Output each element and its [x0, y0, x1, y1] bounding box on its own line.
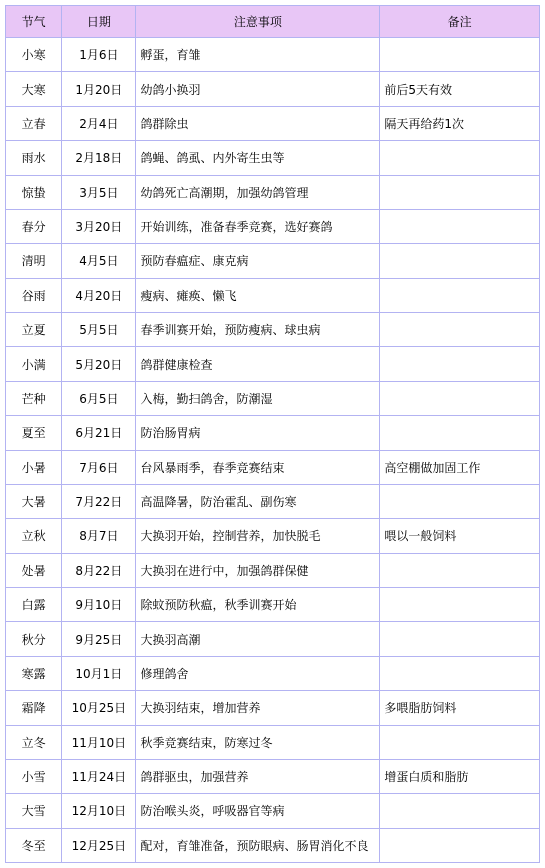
- cell-solar-term: 小雪: [6, 760, 61, 793]
- table-row: [6, 794, 539, 827]
- cell-notes: 鸽群健康检查: [136, 347, 379, 380]
- table-row: [6, 691, 539, 724]
- table-row: [6, 279, 539, 312]
- cell-date: 11月24日: [62, 760, 135, 793]
- cell-solar-term: 大暑: [6, 485, 61, 518]
- cell-remarks: [380, 210, 539, 243]
- cell-date: 3月20日: [62, 210, 135, 243]
- cell-remarks: [380, 554, 539, 587]
- cell-notes: 除蚊预防秋瘟，秋季训赛开始: [136, 588, 379, 621]
- table-row: [6, 107, 539, 140]
- cell-notes: 入梅，勤扫鸽舍，防潮湿: [136, 382, 379, 415]
- cell-solar-term: 大雪: [6, 794, 61, 827]
- cell-solar-term: 处暑: [6, 554, 61, 587]
- header-remarks: 备注: [380, 6, 539, 37]
- cell-solar-term: 小满: [6, 347, 61, 380]
- cell-remarks: [380, 622, 539, 655]
- cell-solar-term: 惊蛰: [6, 176, 61, 209]
- cell-date: 5月5日: [62, 313, 135, 346]
- cell-date: 10月25日: [62, 691, 135, 724]
- cell-notes: 秋季竞赛结束，防寒过冬: [136, 726, 379, 759]
- table-row: [6, 829, 539, 862]
- table-row: [6, 347, 539, 380]
- cell-notes: 瘦病、瘫痪、懒飞: [136, 279, 379, 312]
- cell-notes: 大换羽开始，控制营养，加快脱毛: [136, 519, 379, 552]
- calendar-table-container: [5, 5, 540, 863]
- cell-solar-term: 立冬: [6, 726, 61, 759]
- cell-remarks: [380, 141, 539, 174]
- cell-solar-term: 夏至: [6, 416, 61, 449]
- cell-remarks: [380, 588, 539, 621]
- cell-notes: 修理鸽舍: [136, 657, 379, 690]
- table-header-row: [6, 6, 539, 37]
- table-row: [6, 141, 539, 174]
- cell-solar-term: 立春: [6, 107, 61, 140]
- cell-date: 1月20日: [62, 72, 135, 105]
- cell-notes: 幼鸽死亡高潮期，加强幼鸽管理: [136, 176, 379, 209]
- cell-remarks: [380, 416, 539, 449]
- table-row: [6, 416, 539, 449]
- cell-remarks: 前后5天有效: [380, 72, 539, 105]
- cell-remarks: [380, 244, 539, 277]
- cell-notes: 防治喉头炎，呼吸器官等病: [136, 794, 379, 827]
- header-date: 日期: [62, 6, 135, 37]
- cell-remarks: [380, 829, 539, 862]
- cell-remarks: 增蛋白质和脂肪: [380, 760, 539, 793]
- cell-remarks: [380, 382, 539, 415]
- cell-notes: 大换羽在进行中，加强鸽群保健: [136, 554, 379, 587]
- cell-solar-term: 冬至: [6, 829, 61, 862]
- table-row: [6, 554, 539, 587]
- cell-date: 4月5日: [62, 244, 135, 277]
- cell-notes: 春季训赛开始，预防瘦病、球虫病: [136, 313, 379, 346]
- cell-remarks: [380, 657, 539, 690]
- table-row: [6, 622, 539, 655]
- cell-remarks: 多喂脂肪饲料: [380, 691, 539, 724]
- cell-solar-term: 芒种: [6, 382, 61, 415]
- cell-notes: 高温降暑，防治霍乱、副伤寒: [136, 485, 379, 518]
- table-row: [6, 176, 539, 209]
- header-solar-term: 节气: [6, 6, 61, 37]
- cell-date: 3月5日: [62, 176, 135, 209]
- cell-date: 6月21日: [62, 416, 135, 449]
- table-row: [6, 588, 539, 621]
- cell-solar-term: 小寒: [6, 38, 61, 71]
- cell-solar-term: 春分: [6, 210, 61, 243]
- cell-solar-term: 立秋: [6, 519, 61, 552]
- cell-solar-term: 寒露: [6, 657, 61, 690]
- table-row: [6, 485, 539, 518]
- cell-remarks: 隔天再给药1次: [380, 107, 539, 140]
- table-row: [6, 210, 539, 243]
- table-row: [6, 382, 539, 415]
- cell-solar-term: 雨水: [6, 141, 61, 174]
- cell-date: 8月7日: [62, 519, 135, 552]
- cell-notes: 配对，育雏准备，预防眼病、肠胃消化不良: [136, 829, 379, 862]
- cell-solar-term: 白露: [6, 588, 61, 621]
- cell-date: 12月10日: [62, 794, 135, 827]
- cell-solar-term: 秋分: [6, 622, 61, 655]
- table-row: [6, 313, 539, 346]
- table-row: [6, 760, 539, 793]
- cell-remarks: [380, 347, 539, 380]
- cell-solar-term: 清明: [6, 244, 61, 277]
- cell-remarks: 喂以一般饲料: [380, 519, 539, 552]
- cell-notes: 鸽群驱虫，加强营养: [136, 760, 379, 793]
- cell-notes: 鸽群除虫: [136, 107, 379, 140]
- cell-date: 7月22日: [62, 485, 135, 518]
- cell-date: 4月20日: [62, 279, 135, 312]
- cell-date: 2月18日: [62, 141, 135, 174]
- cell-date: 1月6日: [62, 38, 135, 71]
- cell-date: 12月25日: [62, 829, 135, 862]
- cell-solar-term: 立夏: [6, 313, 61, 346]
- cell-solar-term: 霜降: [6, 691, 61, 724]
- cell-date: 5月20日: [62, 347, 135, 380]
- cell-remarks: [380, 313, 539, 346]
- cell-remarks: [380, 726, 539, 759]
- cell-notes: 幼鸽小换羽: [136, 72, 379, 105]
- table-row: [6, 72, 539, 105]
- cell-notes: 孵蛋，育雏: [136, 38, 379, 71]
- cell-date: 2月4日: [62, 107, 135, 140]
- table-row: [6, 38, 539, 71]
- cell-remarks: 高空棚做加固工作: [380, 451, 539, 484]
- cell-date: 9月25日: [62, 622, 135, 655]
- table-row: [6, 519, 539, 552]
- cell-notes: 台风暴雨季，春季竞赛结束: [136, 451, 379, 484]
- header-notes: 注意事项: [136, 6, 379, 37]
- table-row: [6, 244, 539, 277]
- table-row: [6, 451, 539, 484]
- cell-date: 9月10日: [62, 588, 135, 621]
- table-row: [6, 657, 539, 690]
- cell-notes: 大换羽结束，增加营养: [136, 691, 379, 724]
- cell-date: 6月5日: [62, 382, 135, 415]
- cell-notes: 预防春瘟症、康克病: [136, 244, 379, 277]
- cell-remarks: [380, 38, 539, 71]
- cell-notes: 鸽蝇、鸽虱、内外寄生虫等: [136, 141, 379, 174]
- solar-term-calendar-table: [5, 5, 540, 863]
- cell-remarks: [380, 176, 539, 209]
- cell-date: 11月10日: [62, 726, 135, 759]
- cell-date: 10月1日: [62, 657, 135, 690]
- cell-notes: 开始训练，准备春季竞赛，选好赛鸽: [136, 210, 379, 243]
- cell-solar-term: 谷雨: [6, 279, 61, 312]
- cell-remarks: [380, 279, 539, 312]
- cell-date: 8月22日: [62, 554, 135, 587]
- cell-notes: 防治肠胃病: [136, 416, 379, 449]
- cell-solar-term: 大寒: [6, 72, 61, 105]
- cell-date: 7月6日: [62, 451, 135, 484]
- cell-remarks: [380, 485, 539, 518]
- cell-solar-term: 小暑: [6, 451, 61, 484]
- cell-remarks: [380, 794, 539, 827]
- cell-notes: 大换羽高潮: [136, 622, 379, 655]
- table-row: [6, 726, 539, 759]
